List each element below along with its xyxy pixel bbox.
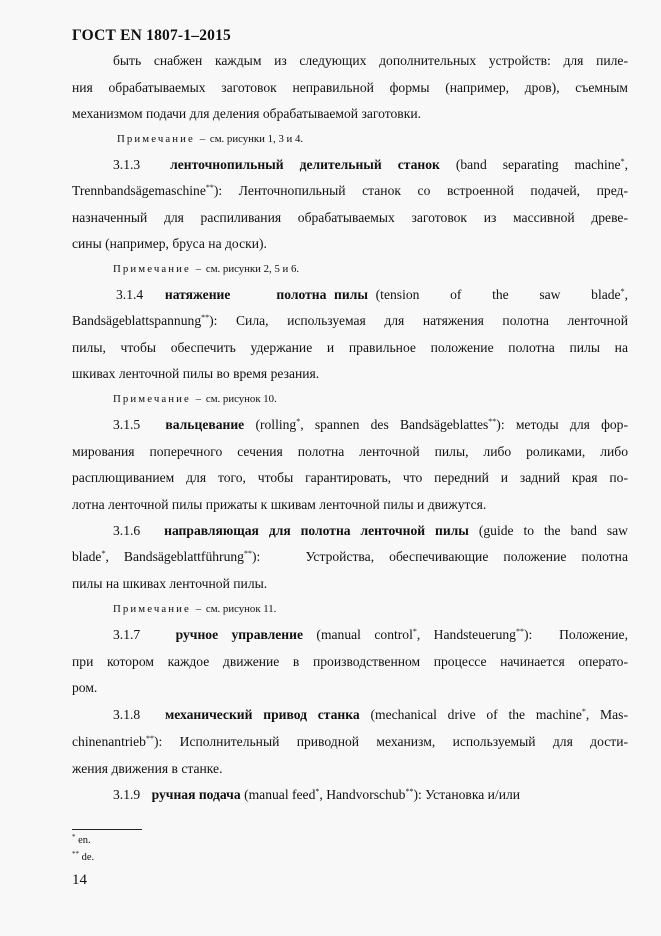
note-3: Примечание – см. рисунок 10. <box>113 393 277 405</box>
footnote-2: ** de. <box>72 850 95 863</box>
term-318-line-3: жения движения в станке. <box>72 761 223 776</box>
term-title: натяжение полотна пилы <box>164 287 368 302</box>
term-317-line-3: ром. <box>72 680 98 695</box>
term-314-line-4: шкивах ленточной пилы во время резания. <box>72 366 320 381</box>
term-317-line-1: 3.1.7 ручное управление (manual control*, Handsteuerung**): Положение, <box>113 627 628 642</box>
term-title: ручная подача <box>151 787 241 802</box>
footnote-mark: ** <box>205 183 214 192</box>
term-315-line-2: мирования поперечного сечения полотна ленточной пилы, либо роликами, либо <box>72 444 628 459</box>
term-314-line-2: Bandsägeblattspannung**): Сила, используемая для натяжения полотна ленточной <box>72 313 628 328</box>
term-317-line-2: при котором каждое движение в производственном процессе начинается операто- <box>72 654 628 669</box>
footnote-mark: * <box>620 157 625 166</box>
term-title: механический привод станка <box>164 707 360 722</box>
note-label: Примечание – <box>117 133 208 145</box>
term-319-line-1: 3.1.9 ручная подача (manual feed*, Handvorschub**): Установка и/или <box>113 787 521 802</box>
intro-line-1: быть снабжен каждым из следующих дополнительных устройств: для пиле- <box>113 53 628 68</box>
term-title: вальцевание <box>165 417 245 432</box>
footnote-1: * en. <box>72 833 91 846</box>
term-313-line-3: назначенный для распиливания обрабатываемых заготовок из массивной древе- <box>72 210 628 225</box>
term-313-line-2: Trennbandsägemaschine**): Ленточнопильный станок со встроенной подачей, пред- <box>72 183 628 198</box>
term-314-line-3: пилы, чтобы обеспечить удержание и правильное положение полотна пилы на <box>72 340 628 355</box>
intro-line-3: механизмом подачи для деления обрабатываемой заготовки. <box>72 106 421 121</box>
term-316-line-3: пилы на шкивах ленточной пилы. <box>72 576 268 591</box>
term-314-line-1: 3.1.4 натяжение полотна пилы (tension of the saw blade*, <box>116 287 628 302</box>
term-318-line-2: chinenantrieb**): Исполнительный приводной механизм, используемый для дости- <box>72 734 628 749</box>
page-number: 14 <box>72 872 87 888</box>
term-318-line-1: 3.1.8 механический привод станка (mechanical drive of the machine*, Mas- <box>113 707 628 722</box>
note-1 <box>117 132 303 146</box>
term-316-line-2: blade*, Bandsägeblattführung**): Устройства, обеспечивающие положение полотна <box>72 549 628 564</box>
footnote-divider <box>72 829 142 830</box>
term-title: направляющая для полотна ленточной пилы <box>164 523 469 538</box>
term-315-line-1: 3.1.5 вальцевание (rolling*, spannen des Bandsägeblattes**): методы для фор- <box>113 417 629 432</box>
term-315-line-4: лотна ленточной пилы прижаты к шкивам ленточной пилы и движутся. <box>72 497 487 512</box>
term-title: ручное управление <box>175 627 304 642</box>
term-315-line-3: расплющиванием для того, чтобы гарантировать, что передний и задний края по- <box>72 470 628 485</box>
clause-number: 3.1.3 <box>113 157 141 172</box>
term-313-line-4: сины (например, бруса на доски). <box>72 236 267 251</box>
term-316-line-1: 3.1.6 направляющая для полотна ленточной пилы (guide to the band saw <box>113 523 628 538</box>
note-4: Примечание – см. рисунок 11. <box>113 603 277 615</box>
term-313-line-1: 3.1.3 ленточнопильный делительный станок (band separating machine*, <box>113 157 628 172</box>
note-text: см. рисунки 1, 3 и 4. <box>209 133 304 145</box>
document-header: ГОСТ EN 1807-1–2015 <box>72 27 231 44</box>
note-2: Примечание – см. рисунки 2, 5 и 6. <box>113 263 300 275</box>
intro-line-2: ния обрабатываемых заготовок неправильной формы (например, дров), съемным <box>72 80 628 95</box>
term-title: ленточнопильный делительный станок <box>170 157 440 172</box>
